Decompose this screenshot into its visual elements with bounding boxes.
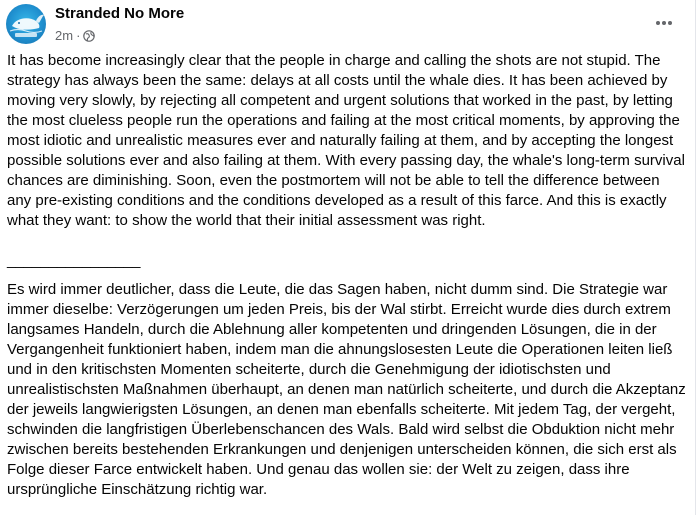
more-options-button[interactable]	[650, 9, 678, 37]
post-body	[7, 51, 687, 520]
meta-separator: ·	[76, 28, 81, 43]
page-avatar[interactable]	[6, 4, 46, 44]
more-options-icon	[655, 20, 673, 26]
page-name-link[interactable]: Stranded No More	[55, 5, 185, 22]
post-paragraph-english: It has become increasingly clear that the people in charge and calling the shots are not stupid. The strategy has always been the same: delays at all costs until the whale dies. It has been achieved by moving very slowly, by rejecting all competent and urgent solutions that worked in the past, by letting the most clueless people run the operations and failing at the most critical moments, by approving the most idiotic and unrealistic measures ever and naturally failing at them, and by accepting the longest possible solutions ever and also failing at them. With every passing day, the whale's long-term survival chances are diminishing. Soon, even the postmortem will not be able to tell the difference between any pre-existing conditions and the conditions developed as a result of this farce. And this is exactly what they want: to show the world that their initial assessment was right.	[7, 52, 685, 229]
post-paragraph-german: Es wird immer deutlicher, dass die Leute, die das Sagen haben, nicht dumm sind. Die Strategie war immer dieselbe: Verzögerungen um jeden Preis, bis der Wal stirbt. Erreicht wurde dies durch extrem langsames Handeln, durch die Ablehnung aller kompetenten und dringenden Lösungen, die in der Vergangenheit funktioniert haben, indem man die ahnungslosesten Leute die Operationen leiten ließ und in den kritischsten Momenten scheiterte, durch die Genehmigung der idiotischsten und unrealistischsten Maßnahmen überhaupt, an denen man natürlich scheiterte, und durch die Akzeptanz der jeweils langwierigsten Lösungen, an denen man ebenfalls scheiterte. Mit jedem Tag, der vergeht, schwinden die langfristigen Überlebenschancen des Wals. Bald wird selbst die Obduktion nicht mehr zwischen bereits bestehenden Erkrankungen und denjenigen unterscheiden können, die sich erst als Folge dieser Farce entwickelt haben. Und genau das wollen sie: der Welt zu zeigen, dass ihre ursprüngliche Einschätzung richtig war.	[7, 281, 686, 498]
globe-icon[interactable]	[83, 30, 95, 42]
post-meta	[55, 28, 95, 43]
post-divider: ________________	[7, 252, 141, 269]
post-header	[6, 2, 690, 46]
post-timestamp[interactable]: 2m	[55, 28, 74, 43]
whale-logo-icon	[6, 4, 46, 44]
